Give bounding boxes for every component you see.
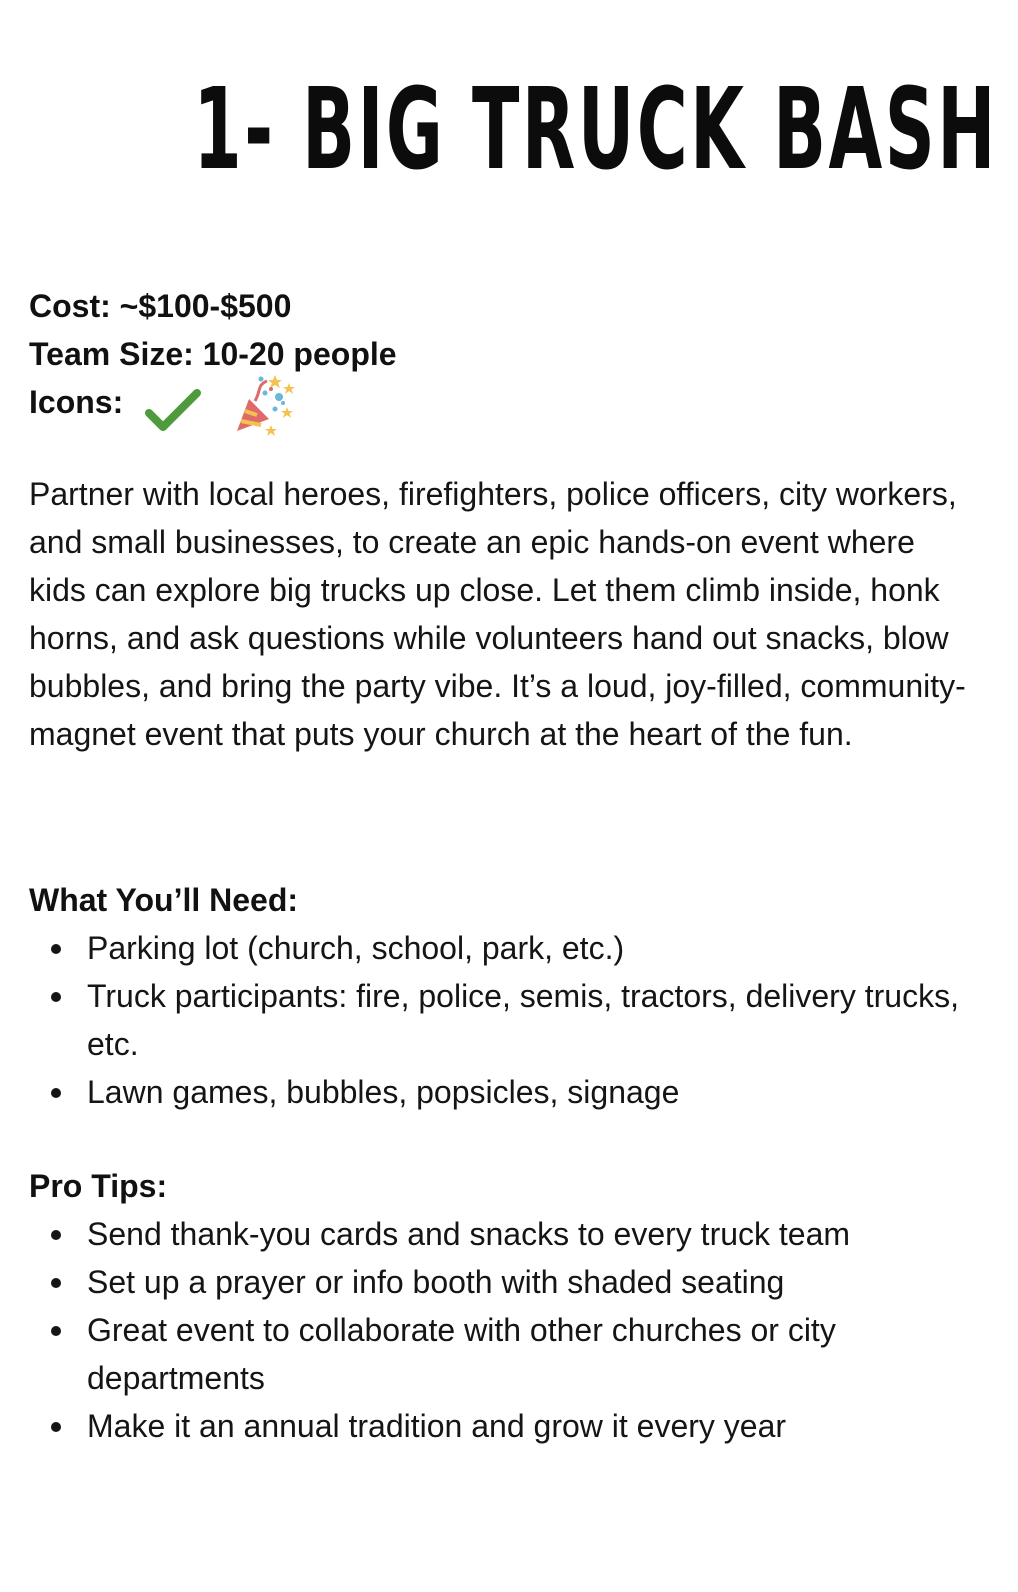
- icons-label: Icons:: [29, 384, 124, 420]
- tips-heading: Pro Tips:: [29, 1168, 168, 1204]
- list-item: Set up a prayer or info booth with shaded seating: [29, 1258, 969, 1306]
- list-item: Great event to collaborate with other churches or city departments: [29, 1306, 969, 1402]
- page-title: 1- BIG TRUCK BASH: [193, 65, 998, 195]
- needs-heading: What You’ll Need:: [29, 882, 299, 918]
- meta-block: [29, 282, 397, 426]
- list-item: Lawn games, bubbles, popsicles, signage: [29, 1068, 969, 1116]
- check-icon: [145, 387, 201, 435]
- bullet: [51, 992, 61, 1002]
- bullet: [51, 1230, 61, 1240]
- list-item: Truck participants: fire, police, semis, tractors, delivery trucks, etc.: [29, 972, 969, 1068]
- needs-list: [29, 924, 969, 1116]
- tips-list: [29, 1210, 969, 1450]
- icons-row: [29, 378, 397, 426]
- list-item: Make it an annual tradition and grow it every year: [29, 1402, 969, 1450]
- team-size-label: Team Size: 10-20 people: [29, 336, 397, 372]
- list-item: Send thank-you cards and snacks to every truck team: [29, 1210, 969, 1258]
- bullet: [51, 1422, 61, 1432]
- description-paragraph: Partner with local heroes, firefighters, police officers, city workers, and small businesses, to create an epic hands-on event where kids can explore big trucks up close. Let them climb inside, honk horns, and ask questions while volunteers hand out snacks, blow bubbles, and bring the party vibe. It’s a loud, joy-filled, community-magnet event that puts your church at the heart of the fun.: [29, 476, 966, 752]
- bullet: [51, 944, 61, 954]
- party-popper-icon: [231, 373, 295, 437]
- bullet: [51, 1326, 61, 1336]
- bullet: [51, 1088, 61, 1098]
- cost-label: Cost: ~$100-$500: [29, 288, 292, 324]
- bullet: [51, 1278, 61, 1288]
- list-item: Parking lot (church, school, park, etc.): [29, 924, 969, 972]
